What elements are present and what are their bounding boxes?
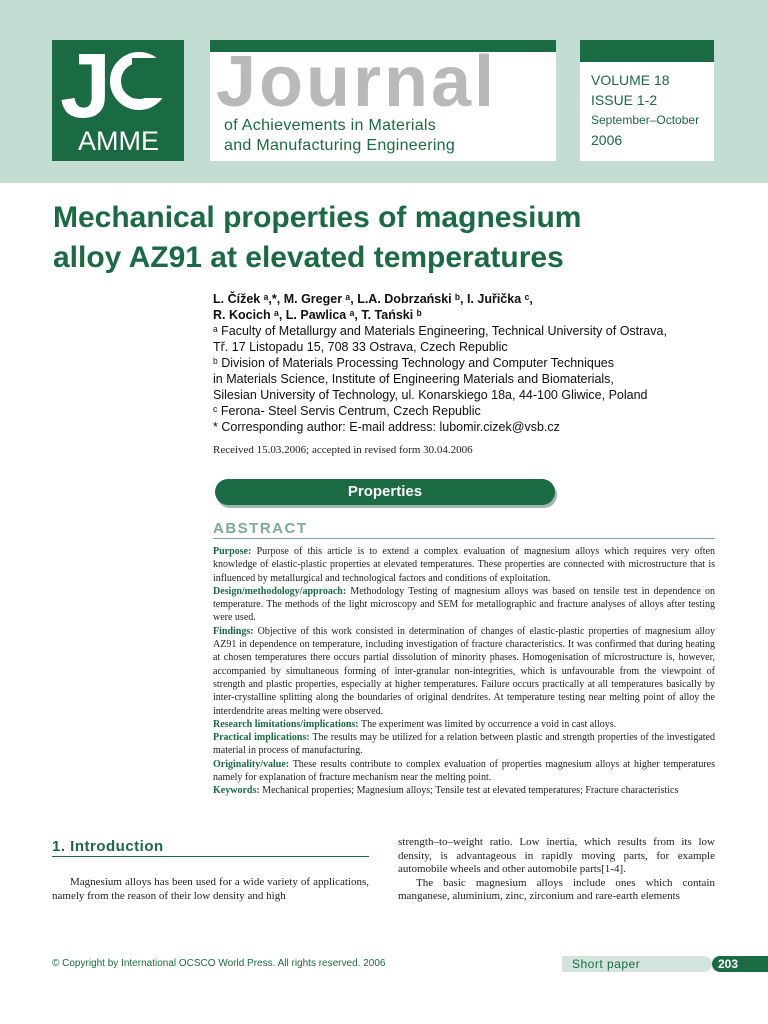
corresponding-author: * Corresponding author: E-mail address: lubomir.cizek@vsb.cz xyxy=(213,420,560,434)
category-pill: Properties xyxy=(215,479,555,505)
issue-info xyxy=(591,70,699,150)
article-title xyxy=(53,198,733,278)
journal-title-box xyxy=(210,40,556,161)
abstract-purpose xyxy=(213,545,715,585)
volume-label: VOLUME 18 xyxy=(591,72,670,88)
abstract-label: Keywords: xyxy=(213,785,260,797)
abstract-text: The experiment was limited by occurrence a void in cast alloys. xyxy=(360,718,617,730)
journal-subtitle-line2: and Manufacturing Engineering xyxy=(224,137,456,154)
abstract-practical xyxy=(213,731,715,758)
abstract-label: Design/methodology/approach: xyxy=(213,585,347,597)
abstract-text: These results contribute to complex evaluation of properties magnesium alloys at higher temperatures namely for explanation of fracture mechanism near the melting point. xyxy=(213,758,715,784)
body-column-right xyxy=(398,836,715,904)
body-paragraph: Magnesium alloys has been used for a wide variety of applications, namely from the reason of their low density and high xyxy=(52,876,369,902)
page-number: 203 xyxy=(712,956,768,972)
copyright-notice: © Copyright by International OCSCO World Press. All rights reserved. 2006 xyxy=(52,958,386,969)
section-heading-introduction: 1. Introduction xyxy=(52,838,369,857)
months-label: September–October xyxy=(591,113,700,127)
abstract-label: Originality/value: xyxy=(213,758,290,770)
abstract-text: Objective of this work consisted in determination of changes of elastic-plastic properties of magnesium alloy AZ91 in dependence on temperature, including investigation of fracture characteristics. It was confirmed that during heating at chosen temperatures there occurs partial dissolution of minority phases. Homogenisation of microstructure is, however, accompanied by simultaneous forming of inter-granular non-integrities, which is unfavourable from the viewpoint of strength and plastic properties, especially at higher temperatures. Failure occurs practically at all temperatures basically by inter-crystalline splitting along the boundaries of original dendrites. At temperature testing near melting point of alloy the interdendrite areas melting were observed. xyxy=(213,625,715,717)
received-dates: Received 15.03.2006; accepted in revised form 30.04.2006 xyxy=(213,444,473,456)
authors-line1: L. Čížek ᵃ,*, M. Greger ᵃ, L.A. Dobrzański ᵇ, I. Juřička ᶜ, xyxy=(213,292,533,306)
affiliation-a-line1: ᵃ Faculty of Metallurgy and Materials Engineering, Technical University of Ostrava, xyxy=(213,324,667,338)
affiliation-a-line2: Tř. 17 Listopadu 15, 708 33 Ostrava, Czech Republic xyxy=(213,340,508,354)
logo-j-glyph: J xyxy=(60,40,112,137)
abstract-label: Research limitations/implications: xyxy=(213,718,359,730)
issue-label: ISSUE 1-2 xyxy=(591,92,658,108)
affiliation-b-line3: Silesian University of Technology, ul. Konarskiego 18a, 44-100 Gliwice, Poland xyxy=(213,388,648,402)
affiliation-c: ᶜ Ferona- Steel Servis Centrum, Czech Republic xyxy=(213,404,481,418)
journal-subtitle-line1: of Achievements in Materials xyxy=(224,117,437,134)
abstract-design xyxy=(213,585,715,625)
journal-logo xyxy=(52,40,184,161)
abstract-originality xyxy=(213,758,715,785)
abstract-limitations xyxy=(213,718,715,731)
article-title-line1: Mechanical properties of magnesium xyxy=(53,201,582,234)
journal-word: Journal xyxy=(216,42,498,122)
journal-subtitle xyxy=(224,116,455,156)
issue-box xyxy=(580,40,714,161)
abstract-label: Findings: xyxy=(213,625,254,637)
paper-type-tab: Short paper xyxy=(562,956,712,972)
issue-box-bar xyxy=(580,40,714,62)
abstract-findings xyxy=(213,625,715,718)
body-paragraph: The basic magnesium alloys include ones which contain manganese, aluminium, zinc, zirconium and rare-earth elements xyxy=(398,876,715,902)
article-title-line2: alloy AZ91 at elevated temperatures xyxy=(53,241,564,274)
abstract-text: Mechanical properties; Magnesium alloys; Tensile test at elevated temperatures; Fracture characteristics xyxy=(262,785,679,797)
article-meta xyxy=(213,291,723,435)
abstract-text: Methodology Testing of magnesium alloys was based on tensile test in dependence on temperature. The methods of the light microscopy and SEM for metallographic and fracture analyses of alloys after testing were used. xyxy=(213,585,715,624)
affiliation-b-line2: in Materials Science, Institute of Engineering Materials and Biomaterials, xyxy=(213,372,614,386)
abstract-body xyxy=(213,545,715,798)
year-label: 2006 xyxy=(591,132,623,148)
abstract-heading: ABSTRACT xyxy=(213,520,715,539)
body-paragraph: strength–to–weight ratio. Low inertia, which results from its low density, is advantageous in rapidly moving parts, for example automobile wheels and other automobile parts[1-4]. xyxy=(398,836,715,875)
abstract-text: The results may be utilized for a relation between plastic and strength properties of the investigated material in process of manufacturing. xyxy=(213,732,715,757)
abstract-label: Practical implications: xyxy=(213,732,310,744)
body-column-left xyxy=(52,876,369,903)
affiliation-b-line1: ᵇ Division of Materials Processing Technology and Computer Techniques xyxy=(213,356,614,370)
authors-line2: R. Kocich ᵃ, L. Pawlica ᵃ, T. Tański ᵇ xyxy=(213,308,422,322)
logo-text: AMME xyxy=(78,126,159,156)
abstract-text: Purpose of this article is to extend a complex evaluation of magnesium alloys which requires very often knowledge of elastic-plastic properties at elevated temperatures. These properties are connected with microstructure that is influenced by metallurgical and technological factors and conditions of exploitation. xyxy=(213,546,716,584)
abstract-keywords xyxy=(213,784,715,797)
abstract-label: Purpose: xyxy=(213,546,252,557)
logo-ring-cut xyxy=(132,58,172,98)
